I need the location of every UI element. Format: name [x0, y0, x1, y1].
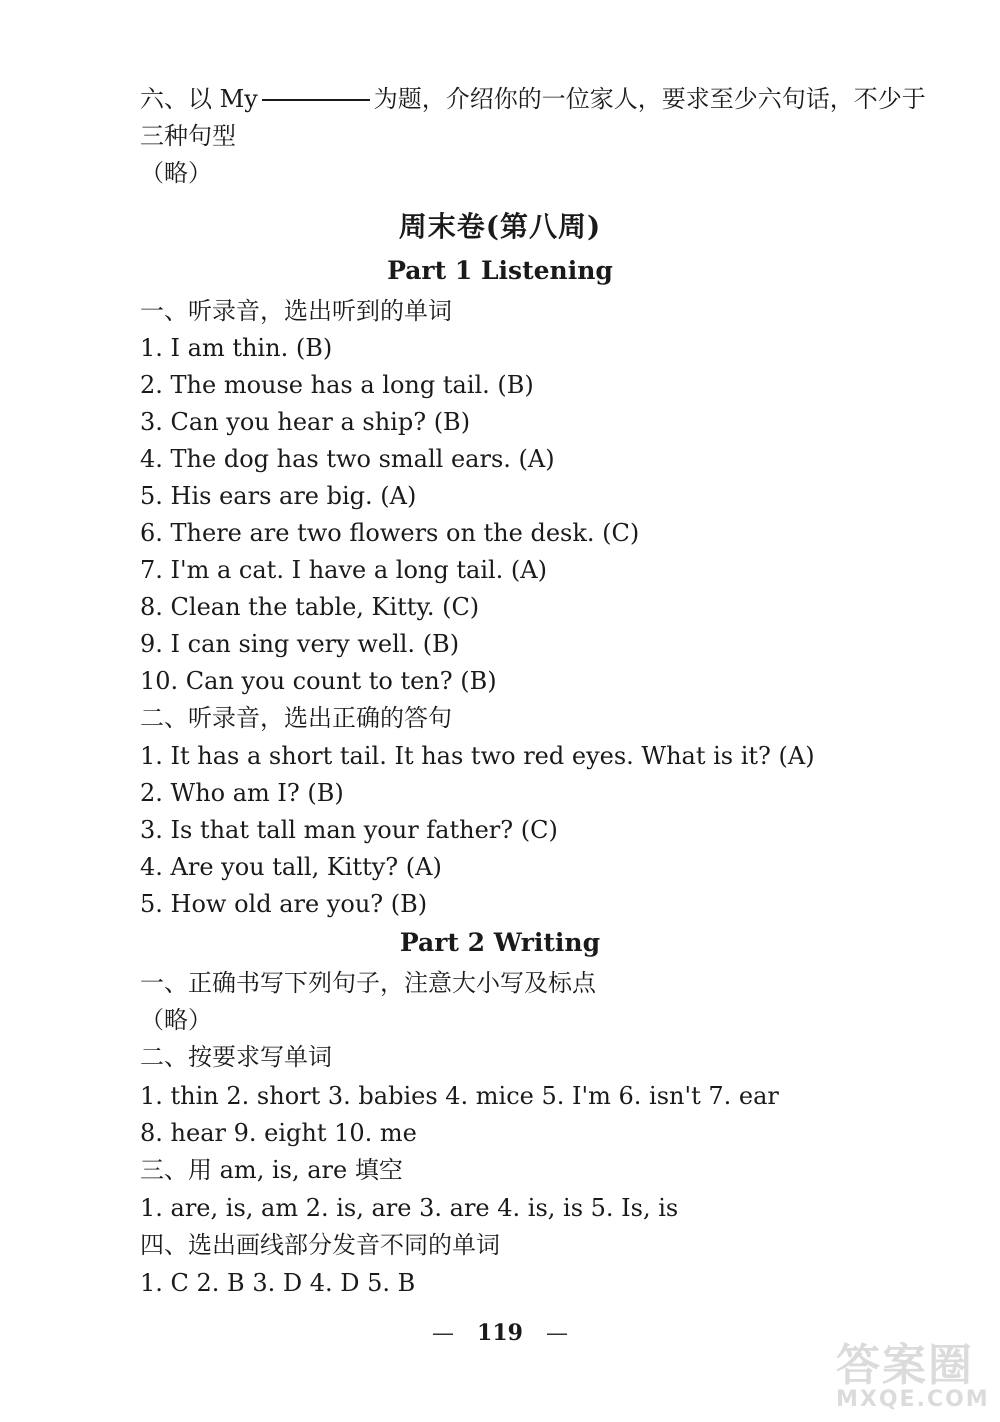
part2-sec3-answer: 1. are, is, am 2. is, are 3. are 4. is, is 5. Is, is — [140, 1194, 679, 1222]
part2-sec1-title: 一、正确书写下列句子，注意大小写及标点 — [140, 969, 596, 997]
list-item: 8. Clean the table, Kitty. (C) — [140, 593, 480, 621]
list-item: 4. Are you tall, Kitty? (A) — [140, 853, 442, 881]
list-item: 2. The mouse has a long tail. (B) — [140, 371, 534, 399]
section6-prompt-line1 — [140, 83, 960, 115]
part1-sec2-title: 二、听录音，选出正确的答句 — [140, 704, 452, 732]
footer-dash-left: — — [432, 1321, 455, 1346]
part2-sec3-title: 三、用 am, is, are 填空 — [140, 1156, 403, 1184]
section6-answer: （略） — [140, 159, 212, 187]
part2-sec2-answer-line1: 1. thin 2. short 3. babies 4. mice 5. I'm 6. isn't 7. ear — [140, 1082, 779, 1110]
list-item: 10. Can you count to ten? (B) — [140, 667, 497, 695]
list-item: 5. His ears are big. (A) — [140, 482, 417, 510]
list-item: 4. The dog has two small ears. (A) — [140, 445, 555, 473]
part2-sec4-title: 四、选出画线部分发音不同的单词 — [140, 1231, 500, 1259]
fill-blank — [262, 99, 370, 101]
list-item: 3. Is that tall man your father? (C) — [140, 816, 558, 844]
list-item: 5. How old are you? (B) — [140, 890, 428, 918]
prompt-prefix: 六、以 My — [140, 85, 258, 113]
section6-prompt-line2: 三种句型 — [140, 122, 236, 150]
part2-heading: Part 2 Writing — [399, 928, 601, 957]
part1-sec1-title: 一、听录音，选出听到的单词 — [140, 297, 452, 325]
part2-sec1-answer: （略） — [140, 1006, 212, 1034]
part1-heading: Part 1 Listening — [387, 256, 613, 285]
list-item: 9. I can sing very well. (B) — [140, 630, 460, 658]
page-title: 周末卷(第八周) — [398, 210, 602, 243]
watermark-url-text: MXQE.COM — [836, 1387, 990, 1412]
part2-sec4-answer: 1. C 2. B 3. D 4. D 5. B — [140, 1269, 416, 1297]
site-watermark — [836, 1340, 990, 1414]
list-item: 1. I am thin. (B) — [140, 334, 333, 362]
list-item: 2. Who am I? (B) — [140, 779, 344, 807]
footer-dash-right: — — [545, 1321, 568, 1346]
list-item: 3. Can you hear a ship? (B) — [140, 408, 471, 436]
list-item: 6. There are two flowers on the desk. (C) — [140, 519, 640, 547]
list-item: 7. I'm a cat. I have a long tail. (A) — [140, 556, 547, 584]
part2-sec2-title: 二、按要求写单词 — [140, 1043, 332, 1071]
prompt-suffix: 为题，介绍你的一位家人，要求至少六句话，不少于 — [373, 85, 926, 113]
list-item: 1. It has a short tail. It has two red eyes. What is it? (A) — [140, 742, 815, 770]
page-number: 119 — [477, 1320, 523, 1346]
watermark-logo-text: 答案圈 — [836, 1340, 974, 1391]
part2-sec2-answer-line2: 8. hear 9. eight 10. me — [140, 1119, 417, 1147]
